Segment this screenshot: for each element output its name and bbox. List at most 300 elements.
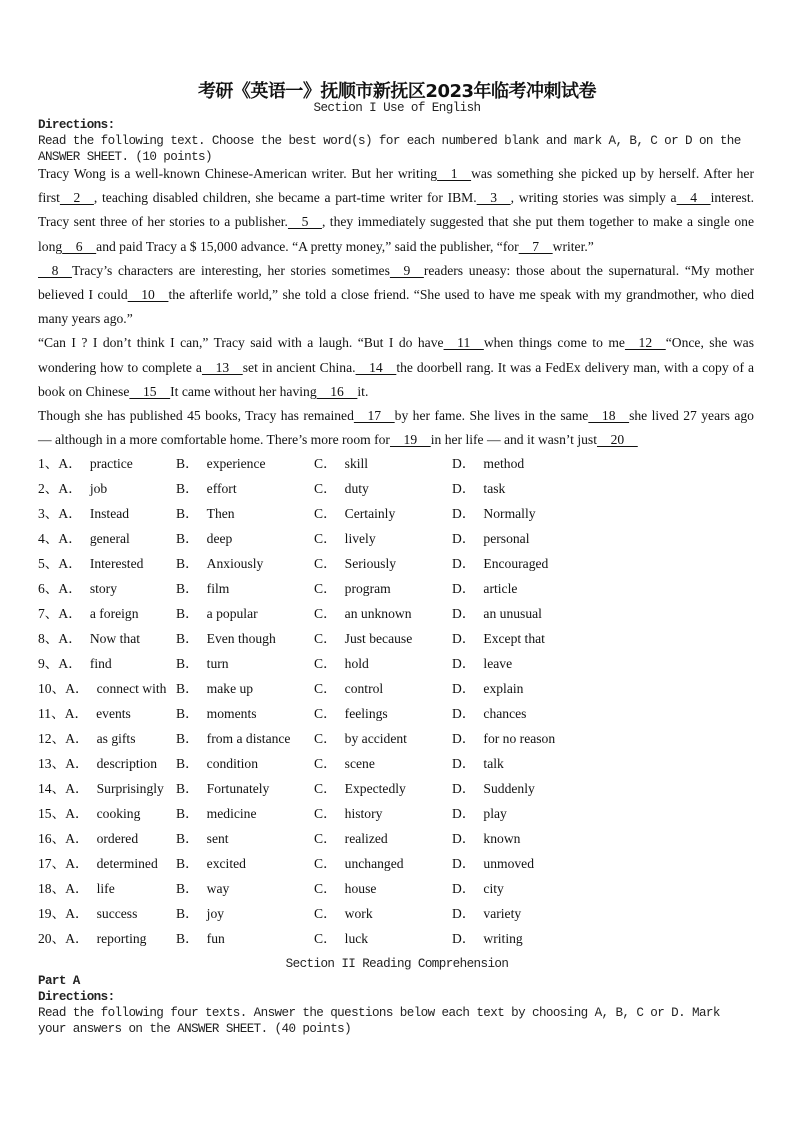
option-text: make up (206, 681, 254, 696)
passage-text: first (38, 190, 60, 206)
section2-directions (38, 973, 758, 1037)
option-d[interactable] (452, 901, 521, 926)
option-letter: A． (65, 931, 89, 946)
option-letter: C． (314, 731, 337, 746)
passage-text: Tracy Wong is a well-known Chinese-American writer. But her writing (38, 166, 438, 181)
option-letter: A． (65, 756, 89, 771)
passage-line (38, 210, 754, 234)
option-d[interactable] (452, 476, 505, 501)
option-letter: D． (452, 806, 476, 821)
passage-text: Though she has published 45 books, Tracy has remained (38, 407, 354, 423)
option-a[interactable] (38, 876, 115, 901)
option-text: duty (344, 481, 369, 496)
option-text: skill (344, 456, 369, 471)
passage-text: many years ago.” (38, 311, 133, 327)
question-number: 13、 (38, 756, 66, 771)
option-text: leave (483, 656, 513, 671)
directions-text-line: your answers on the ANSWER SHEET. (40 points) (38, 1022, 352, 1036)
option-text: practice (89, 456, 133, 471)
question-row (38, 551, 758, 576)
option-letter: C． (314, 906, 337, 921)
option-text: events (96, 706, 131, 721)
option-letter: B． (176, 481, 199, 496)
option-text: Normally (483, 506, 536, 521)
option-b[interactable] (176, 576, 229, 601)
option-text: Except that (483, 631, 545, 646)
question-row (38, 476, 758, 501)
option-a[interactable] (38, 451, 133, 476)
blank-number: 7 (518, 238, 553, 254)
option-d[interactable] (452, 826, 520, 851)
option-c[interactable] (314, 701, 388, 726)
option-c[interactable] (314, 726, 407, 751)
option-d[interactable] (452, 676, 523, 701)
option-text: sent (206, 831, 229, 846)
option-letter: D． (452, 581, 476, 596)
option-c[interactable] (314, 526, 376, 551)
option-letter: D． (452, 481, 476, 496)
option-letter: B． (176, 556, 199, 571)
option-letter: B． (176, 906, 199, 921)
option-letter: D． (452, 731, 476, 746)
option-letter: B． (176, 931, 199, 946)
option-a[interactable] (38, 501, 129, 526)
option-a[interactable] (38, 676, 166, 701)
option-d[interactable] (452, 626, 545, 651)
passage-line (38, 380, 754, 404)
option-c[interactable] (314, 926, 368, 951)
option-text: effort (206, 481, 237, 496)
option-text: success (96, 906, 138, 921)
passage-line (38, 235, 754, 259)
option-letter: A． (58, 556, 82, 571)
option-text: luck (344, 931, 369, 946)
option-letter: A． (65, 681, 89, 696)
option-letter: C． (314, 681, 337, 696)
option-a[interactable] (38, 851, 158, 876)
option-letter: B． (176, 706, 199, 721)
option-text: house (344, 881, 377, 896)
option-text: Even though (206, 631, 276, 646)
option-letter: B． (176, 656, 199, 671)
option-text: find (89, 656, 112, 671)
option-text: for no reason (483, 731, 556, 746)
option-letter: D． (452, 831, 476, 846)
option-c[interactable] (314, 801, 382, 826)
option-letter: C． (314, 656, 337, 671)
passage-line (38, 404, 754, 428)
option-letter: A． (58, 506, 82, 521)
option-letter: C． (314, 506, 337, 521)
option-d[interactable] (452, 726, 555, 751)
option-a[interactable] (38, 701, 131, 726)
blank-number: 13 (201, 359, 243, 375)
option-b[interactable] (176, 701, 257, 726)
option-letter: D． (452, 506, 476, 521)
option-letter: D． (452, 781, 476, 796)
option-b[interactable] (176, 526, 232, 551)
passage-text: she lived 27 years ago (629, 407, 754, 423)
option-letter: C． (314, 556, 337, 571)
passage-text: by her fame. She lives in the same (394, 407, 589, 423)
option-letter: C． (314, 631, 337, 646)
option-b[interactable] (176, 776, 269, 801)
option-c[interactable] (314, 476, 369, 501)
option-text: connect with (96, 681, 167, 696)
passage-line (38, 259, 754, 283)
passage-text: readers uneasy: those about the supernatural. “My mother (423, 262, 754, 278)
option-letter: A． (58, 656, 82, 671)
option-letter: A． (65, 731, 89, 746)
blank-number: 6 (62, 238, 97, 254)
option-text: description (96, 756, 158, 771)
option-text: experience (206, 456, 266, 471)
option-letter: C． (314, 806, 337, 821)
page-title: 考研《英语一》抚顺市新抚区2023年临考冲刺试卷 (197, 81, 597, 102)
blank-number: 15 (129, 383, 171, 399)
option-d[interactable] (452, 851, 534, 876)
option-a[interactable] (38, 526, 130, 551)
option-a[interactable] (38, 726, 136, 751)
option-b[interactable] (176, 876, 229, 901)
option-b[interactable] (176, 476, 237, 501)
question-number: 3、 (38, 506, 59, 521)
option-d[interactable] (452, 526, 529, 551)
blank-number: 9 (389, 262, 424, 278)
option-text: explain (483, 681, 524, 696)
option-letter: B． (176, 581, 199, 596)
option-letter: D． (452, 681, 476, 696)
option-text: work (344, 906, 373, 921)
option-d[interactable] (452, 501, 536, 526)
option-letter: D． (452, 756, 476, 771)
option-text: task (483, 481, 506, 496)
option-letter: B． (176, 531, 199, 546)
question-number: 6、 (38, 581, 59, 596)
passage-text: — although in a more comfortable home. There’s more room for (38, 432, 390, 448)
option-letter: B． (176, 781, 199, 796)
option-text: chances (483, 706, 527, 721)
option-d[interactable] (452, 451, 524, 476)
option-c[interactable] (314, 651, 369, 676)
passage-text: , writing stories was simply a (510, 190, 677, 206)
option-letter: A． (58, 481, 82, 496)
option-c[interactable] (314, 751, 375, 776)
passage-text: when things come to me (483, 335, 625, 351)
option-b[interactable] (176, 501, 235, 526)
option-d[interactable] (452, 751, 504, 776)
option-letter: D． (452, 906, 476, 921)
blank-number: 11 (443, 335, 484, 351)
option-a[interactable] (38, 901, 137, 926)
blank-number: 18 (588, 407, 630, 423)
question-row (38, 676, 758, 701)
option-c[interactable] (314, 901, 373, 926)
blank-number: 4 (676, 190, 711, 206)
option-a[interactable] (38, 651, 112, 676)
option-c[interactable] (314, 826, 388, 851)
option-text: an unknown (344, 606, 412, 621)
option-letter: D． (452, 631, 476, 646)
option-letter: D． (452, 456, 476, 471)
option-letter: A． (58, 606, 82, 621)
option-text: fun (206, 931, 225, 946)
part-label: Part A (38, 974, 80, 988)
option-letter: C． (314, 706, 337, 721)
option-text: hold (344, 656, 369, 671)
passage-text: and paid Tracy a $ 15,000 advance. “A pretty money,” said the publisher, “for (96, 238, 519, 254)
passage-text: , they immediately suggested that she put them together to make a single one (321, 214, 754, 230)
option-letter: B． (176, 456, 199, 471)
option-text: Instead (89, 506, 130, 521)
question-row (38, 726, 758, 751)
option-text: life (96, 881, 115, 896)
blank-number: 14 (355, 359, 397, 375)
option-d[interactable] (452, 576, 517, 601)
option-letter: C． (314, 781, 337, 796)
passage-line (38, 428, 754, 452)
option-letter: B． (176, 681, 199, 696)
option-b[interactable] (176, 751, 258, 776)
passage-text: book on Chinese (38, 383, 130, 399)
option-text: deep (206, 531, 233, 546)
option-a[interactable] (38, 776, 164, 801)
option-b[interactable] (176, 601, 258, 626)
question-number: 20、 (38, 931, 66, 946)
option-c[interactable] (314, 876, 376, 901)
option-c[interactable] (314, 501, 395, 526)
option-b[interactable] (176, 801, 257, 826)
option-b[interactable] (176, 451, 266, 476)
option-d[interactable] (452, 701, 526, 726)
option-letter: D． (452, 881, 476, 896)
option-text: Seriously (344, 556, 397, 571)
option-b[interactable] (176, 551, 263, 576)
blank-number: 5 (287, 214, 322, 230)
option-d[interactable] (452, 926, 523, 951)
question-number: 4、 (38, 531, 59, 546)
option-b[interactable] (176, 676, 253, 701)
option-b[interactable] (176, 901, 224, 926)
question-row (38, 576, 758, 601)
option-letter: C． (314, 481, 337, 496)
option-text: unmoved (483, 856, 535, 871)
question-number: 18、 (38, 881, 66, 896)
question-number: 12、 (38, 731, 66, 746)
blank-number: 16 (316, 383, 358, 399)
option-letter: A． (65, 831, 89, 846)
option-d[interactable] (452, 776, 535, 801)
option-text: ordered (96, 831, 139, 846)
blank-number: 12 (624, 335, 666, 351)
option-text: realized (344, 831, 388, 846)
question-number: 9、 (38, 656, 59, 671)
option-d[interactable] (452, 601, 542, 626)
option-letter: D． (452, 931, 476, 946)
option-text: turn (206, 656, 229, 671)
option-a[interactable] (38, 751, 157, 776)
option-text: Encouraged (483, 556, 549, 571)
option-text: by accident (344, 731, 407, 746)
passage-line (38, 331, 754, 355)
question-row (38, 926, 758, 951)
passage-line (38, 162, 754, 186)
question-number: 17、 (38, 856, 66, 871)
option-text: moments (206, 706, 257, 721)
option-text: an unusual (483, 606, 542, 621)
option-text: a foreign (89, 606, 139, 621)
passage-text: writer.” (552, 238, 594, 254)
blank-number: 1 (437, 166, 472, 181)
option-text: way (206, 881, 230, 896)
option-letter: A． (58, 581, 82, 596)
option-c[interactable] (314, 551, 396, 576)
passage-text: “Once, she was (665, 335, 754, 351)
option-b[interactable] (176, 826, 229, 851)
option-letter: B． (176, 881, 199, 896)
passage-text: Tracy’s characters are interesting, her stories sometimes (71, 262, 390, 278)
option-d[interactable] (452, 651, 512, 676)
question-number: 14、 (38, 781, 66, 796)
passage-text: wondering how to complete a (38, 359, 202, 375)
option-a[interactable] (38, 576, 117, 601)
option-c[interactable] (314, 451, 368, 476)
option-text: variety (483, 906, 522, 921)
passage-text: Tracy sent three of her stories to a publisher. (38, 214, 288, 230)
option-text: scene (344, 756, 375, 771)
option-letter: A． (65, 781, 89, 796)
option-b[interactable] (176, 626, 276, 651)
question-number: 15、 (38, 806, 66, 821)
passage-text: believed I could (38, 286, 128, 302)
passage-text: the doorbell rang. It was a FedEx delivery man, with a copy of a (396, 359, 754, 375)
passage-line (38, 307, 754, 331)
question-row (38, 501, 758, 526)
option-text: history (344, 806, 383, 821)
passage-text: , teaching disabled children, she became a part-time writer for IBM. (93, 190, 477, 206)
passage-text: it. (357, 383, 369, 399)
passage-text: “Can I ? I don’t think I can,” Tracy said with a laugh. “But I do have (38, 335, 444, 351)
option-c[interactable] (314, 776, 406, 801)
question-number: 16、 (38, 831, 66, 846)
option-text: writing (483, 931, 523, 946)
passage-text: long (38, 238, 63, 254)
section2-heading: Section II Reading Comprehension (285, 957, 509, 971)
option-letter: A． (58, 531, 82, 546)
question-number: 2、 (38, 481, 59, 496)
option-text: control (344, 681, 384, 696)
option-text: from a distance (206, 731, 291, 746)
option-letter: C． (314, 831, 337, 846)
option-letter: A． (58, 456, 82, 471)
question-row (38, 526, 758, 551)
option-letter: C． (314, 531, 337, 546)
passage-text: interest. (710, 190, 754, 206)
question-number: 19、 (38, 906, 66, 921)
option-letter: D． (452, 531, 476, 546)
option-text: excited (206, 856, 246, 871)
option-letter: A． (65, 881, 89, 896)
option-letter: A． (65, 906, 89, 921)
option-text: as gifts (96, 731, 136, 746)
option-b[interactable] (176, 851, 246, 876)
option-text: lively (344, 531, 376, 546)
option-letter: D． (452, 606, 476, 621)
question-number: 11、 (38, 706, 65, 721)
option-b[interactable] (176, 726, 290, 751)
option-c[interactable] (314, 676, 383, 701)
option-c[interactable] (314, 626, 412, 651)
option-a[interactable] (38, 826, 138, 851)
passage-line (38, 186, 754, 210)
option-text: unchanged (344, 856, 404, 871)
option-text: Just because (344, 631, 413, 646)
passage-text: It came without her having (170, 383, 317, 399)
option-a[interactable] (38, 926, 146, 951)
option-a[interactable] (38, 801, 140, 826)
option-text: known (483, 831, 521, 846)
option-letter: C． (314, 931, 337, 946)
option-b[interactable] (176, 651, 229, 676)
option-a[interactable] (38, 476, 107, 501)
option-text: reporting (96, 931, 147, 946)
question-row (38, 751, 758, 776)
option-text: story (89, 581, 117, 596)
option-a[interactable] (38, 551, 143, 576)
blank-number: 2 (59, 190, 94, 206)
option-text: Now that (89, 631, 141, 646)
passage-line (38, 356, 754, 380)
option-letter: D． (452, 856, 476, 871)
question-row (38, 626, 758, 651)
option-letter: A． (58, 631, 82, 646)
option-c[interactable] (314, 576, 391, 601)
question-row (38, 601, 758, 626)
option-letter: B． (176, 756, 199, 771)
option-b[interactable] (176, 926, 225, 951)
option-text: cooking (96, 806, 141, 821)
option-d[interactable] (452, 801, 507, 826)
question-row (38, 651, 758, 676)
option-d[interactable] (452, 551, 548, 576)
option-d[interactable] (452, 876, 504, 901)
option-text: Suddenly (483, 781, 535, 796)
option-text: joy (206, 906, 225, 921)
option-text: feelings (344, 706, 388, 721)
option-a[interactable] (38, 601, 139, 626)
option-text: job (89, 481, 108, 496)
question-row (38, 851, 758, 876)
question-number: 1、 (38, 456, 59, 471)
option-letter: B． (176, 806, 199, 821)
question-row (38, 451, 758, 476)
option-text: Fortunately (206, 781, 270, 796)
option-text: talk (483, 756, 504, 771)
option-c[interactable] (314, 601, 412, 626)
option-letter: B． (176, 631, 199, 646)
option-letter: D． (452, 556, 476, 571)
directions-label: Directions: (38, 990, 115, 1004)
question-row (38, 701, 758, 726)
blank-number: 20 (596, 432, 638, 448)
option-text: article (483, 581, 518, 596)
blank-number: 8 (38, 262, 72, 278)
option-letter: B． (176, 506, 199, 521)
option-c[interactable] (314, 851, 404, 876)
blank-number: 10 (127, 286, 169, 302)
option-letter: C． (314, 581, 337, 596)
option-a[interactable] (38, 626, 140, 651)
